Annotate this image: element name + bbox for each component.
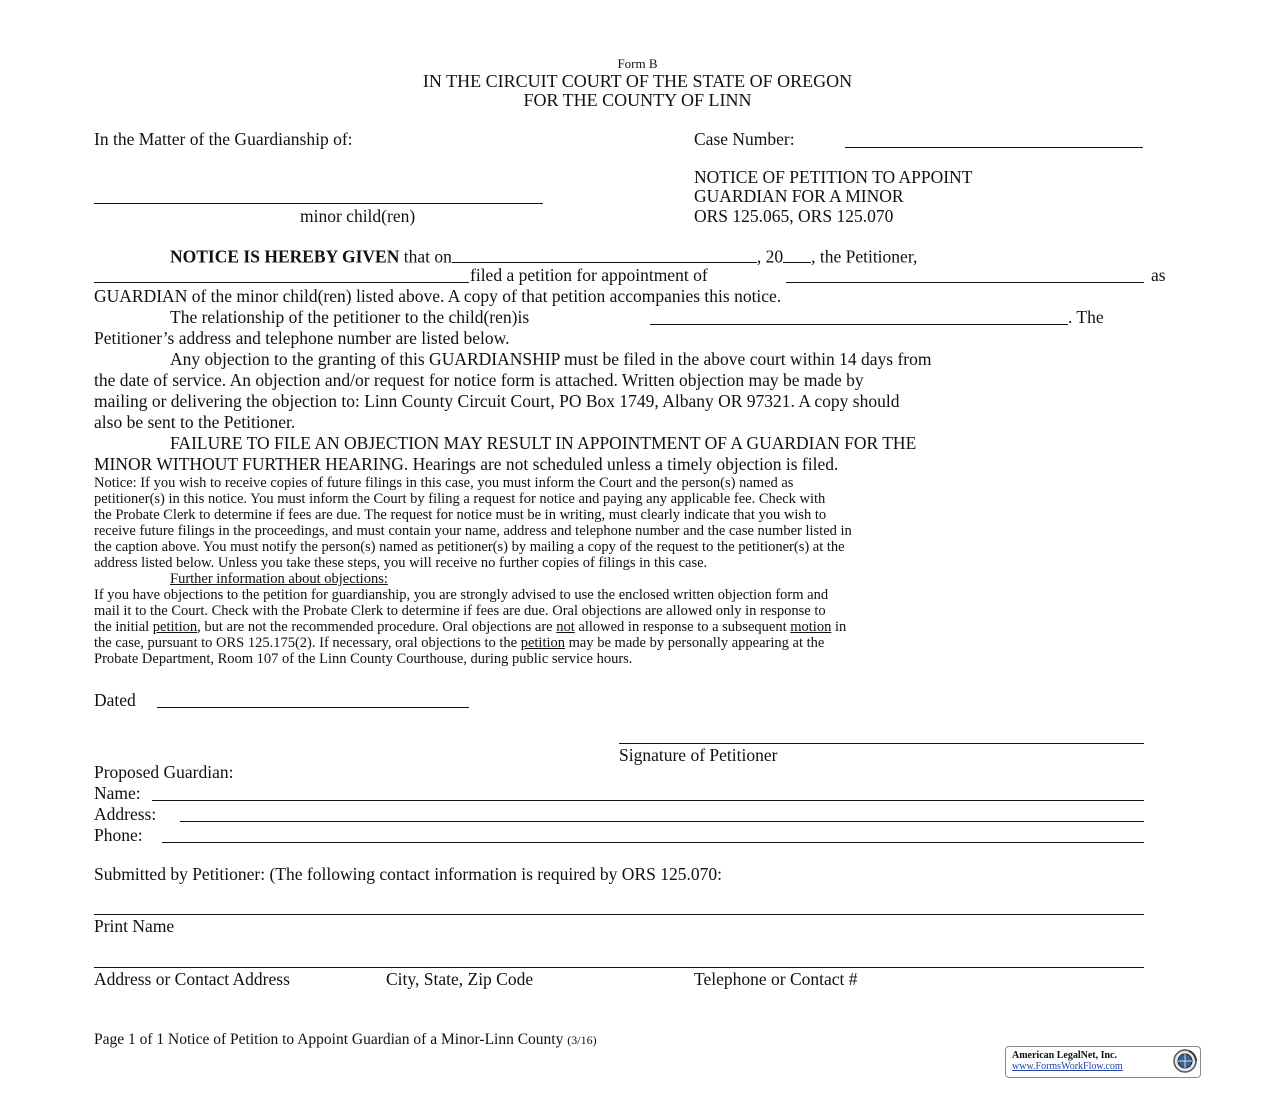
minor-name-field[interactable] <box>94 203 543 204</box>
further-line: Probate Department, Room 107 of the Linn County Courthouse, during public service hours. <box>94 651 633 667</box>
contact-address-label: Address or Contact Address <box>94 969 290 989</box>
proposed-guardian-heading: Proposed Guardian: <box>94 762 234 782</box>
globe-icon <box>1172 1048 1198 1074</box>
further-l3-petition: petition <box>152 619 198 635</box>
guardian-address-label: Address: <box>94 804 157 824</box>
address-line: Petitioner’s address and telephone number are listed below. <box>94 328 510 348</box>
case-number-label: Case Number: <box>694 129 795 149</box>
notice-petitioner-suffix: , the Petitioner, <box>811 246 918 267</box>
county-title: FOR THE COUNTY OF LINN <box>523 90 752 110</box>
petitioner-name-field[interactable] <box>94 282 469 283</box>
failure-line: FAILURE TO FILE AN OBJECTION MAY RESULT IN APPOINTMENT OF A GUARDIAN FOR THE <box>170 433 917 453</box>
legalnet-logo <box>1005 1046 1201 1078</box>
matter-label: In the Matter of the Guardianship of: <box>94 129 353 149</box>
small-notice-line: the caption above. You must notify the person(s) named as petitioner(s) by mailing a copy of the request to the petitioner(s) at the <box>94 539 845 555</box>
minor-label: minor child(ren) <box>300 206 416 226</box>
further-line: mail it to the Court. Check with the Probate Clerk to determine if fees are due. Oral objections are allowed only in response to <box>94 603 826 619</box>
footer-page-text: Page 1 of 1 Notice of Petition to Appoint Guardian of a Minor-Linn County <box>94 1031 564 1048</box>
further-line: If you have objections to the petition for guardianship, you are strongly advised to use the enclosed written objection form and <box>94 587 829 603</box>
notice-year-field[interactable] <box>783 244 811 263</box>
further-l3-c: , but are not the recommended procedure. Oral objections are <box>197 619 557 635</box>
guardian-name-field[interactable] <box>152 800 1144 801</box>
appointee-name-field[interactable] <box>786 282 1144 283</box>
failure-line: MINOR WITHOUT FURTHER HEARING. Hearings are not scheduled unless a timely objection is filed. <box>94 454 839 474</box>
further-l3-not: not <box>556 619 575 635</box>
notice-given-line <box>170 244 917 268</box>
further-l3-a: the initial <box>94 619 153 635</box>
guardian-phone-label: Phone: <box>94 825 143 845</box>
page-footer <box>94 1031 597 1049</box>
submitted-heading: Submitted by Petitioner: (The following contact information is required by ORS 125.070: <box>94 864 722 884</box>
dated-label: Dated <box>94 690 136 710</box>
further-l4-a: the case, pursuant to ORS 125.175(2). If necessary, oral objections to the <box>94 635 521 651</box>
case-number-field[interactable] <box>845 147 1143 148</box>
print-name-field[interactable] <box>94 914 1144 915</box>
small-notice-line: address listed below. Unless you take these steps, you will receive no further copies of filings in this case. <box>94 555 708 571</box>
further-l4-petition: petition <box>520 635 566 651</box>
small-notice-line: petitioner(s) in this notice. You must inform the Court by filing a request for notice and paying any applicable fee. Check with <box>94 491 826 507</box>
court-title: IN THE CIRCUIT COURT OF THE STATE OF OREGON <box>422 71 853 91</box>
further-l4-c: may be made by personally appearing at the <box>565 635 825 651</box>
objection-line: mailing or delivering the objection to: Linn County Circuit Court, PO Box 1749, Albany OR 97321. A copy should <box>94 391 900 411</box>
logo-url[interactable]: www.FormsWorkFlow.com <box>1012 1061 1123 1072</box>
further-line <box>94 619 846 636</box>
guardian-name-label: Name: <box>94 783 141 803</box>
filed-text: filed a petition for appointment of <box>470 265 708 285</box>
city-state-zip-label: City, State, Zip Code <box>386 969 534 989</box>
logo-company: American LegalNet, Inc. <box>1012 1050 1117 1061</box>
notice-year-prefix: , 20 <box>756 246 784 267</box>
footer-revision: (3/16) <box>567 1033 597 1047</box>
print-name-label: Print Name <box>94 916 175 936</box>
signature-field[interactable] <box>619 743 1144 744</box>
notice-title-line1: NOTICE OF PETITION TO APPOINT <box>694 167 973 187</box>
guardian-address-field[interactable] <box>180 821 1144 822</box>
objection-line: also be sent to the Petitioner. <box>94 412 296 432</box>
small-notice-line: receive future filings in the proceedings, and must contain your name, address and telephone number and the case number listed in <box>94 523 852 539</box>
as-text: as <box>1151 265 1166 285</box>
objection-line: Any objection to the granting of this GUARDIANSHIP must be filed in the above court within 14 days from <box>170 349 932 369</box>
guardian-line: GUARDIAN of the minor child(ren) listed above. A copy of that petition accompanies this notice. <box>94 286 782 306</box>
further-l3-motion: motion <box>790 619 832 635</box>
objection-line: the date of service. An objection and/or request for notice form is attached. Written objection may be made by <box>94 370 864 390</box>
further-l3-g: in <box>831 619 847 635</box>
notice-date-field[interactable] <box>452 244 757 263</box>
form-label: Form B <box>617 56 658 71</box>
small-notice-line: the Probate Clerk to determine if fees are due. The request for notice must be in writing, must clearly indicate that you wish to <box>94 507 827 523</box>
further-line <box>94 635 824 652</box>
relationship-end: . The <box>1068 307 1104 327</box>
telephone-contact-label: Telephone or Contact # <box>694 969 858 989</box>
further-heading: Further information about objections: <box>170 571 388 587</box>
notice-title-line2: GUARDIAN FOR A MINOR <box>694 186 904 206</box>
further-l3-e: allowed in response to a subsequent <box>574 619 791 635</box>
contact-address-field[interactable] <box>94 967 1144 968</box>
relationship-text: The relationship of the petitioner to the child(ren)is <box>170 307 530 327</box>
statutes: ORS 125.065, ORS 125.070 <box>694 206 894 226</box>
dated-field[interactable] <box>157 707 469 708</box>
guardian-phone-field[interactable] <box>162 842 1144 843</box>
notice-given-that-on: that on <box>399 246 452 267</box>
signature-label: Signature of Petitioner <box>619 745 778 765</box>
small-notice-line: Notice: If you wish to receive copies of future filings in this case, you must inform the Court and the person(s) named as <box>94 475 794 491</box>
notice-given-bold: NOTICE IS HEREBY GIVEN <box>170 246 400 267</box>
relationship-field[interactable] <box>650 324 1068 325</box>
